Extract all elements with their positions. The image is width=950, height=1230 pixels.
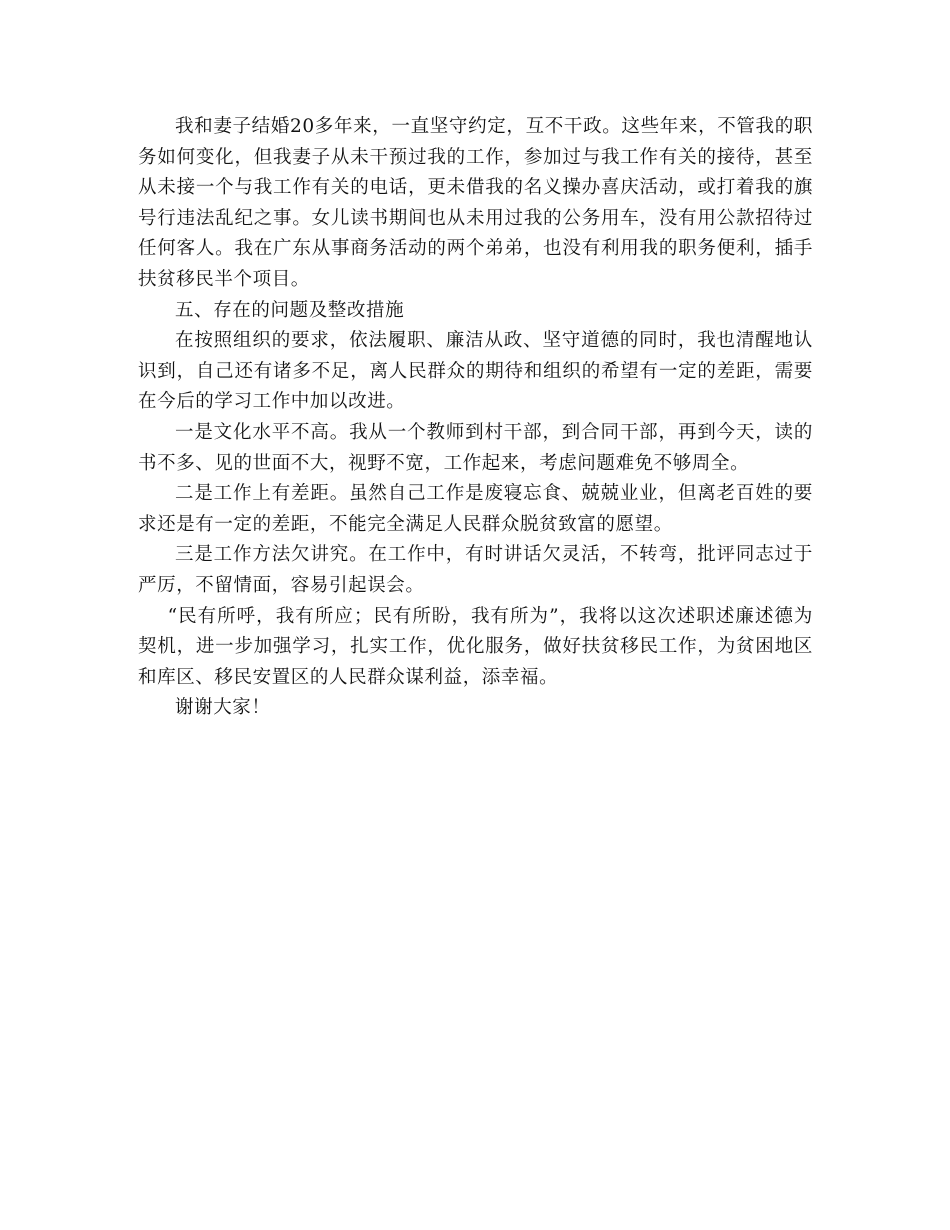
paragraph-family-integrity: 我和妻子结婚20多年来，一直坚守约定，互不干政。这些年来，不管我的职务如何变化，但我妻子从未干预过我的工作，参加过与我工作有关的接待，甚至从未接一个与我工作有关的电话，更未借我的名义操办喜庆活动，或打着我的旗号行违法乱纪之事。女儿读书期间也从未用过我的公务用车，没有用公款招待过任何客人。我在广东从事商务活动的两个弟弟，也没有利用我的职务便利，插手扶贫移民半个项目。 xyxy=(138,116,813,290)
paragraph-point-three: 三是工作方法欠讲究。在工作中，有时讲话欠灵活，不转弯，批评同志过于严厉，不留情面，容易引起误会。 xyxy=(138,544,813,596)
paragraph-point-two: 二是工作上有差距。虽然自己工作是废寝忘食、兢兢业业，但离老百姓的要求还是有一定的差距，不能完全满足人民群众脱贫致富的愿望。 xyxy=(138,483,813,535)
document-body xyxy=(138,112,813,724)
paragraph-point-one: 一是文化水平不高。我从一个教师到村干部，到合同干部，再到今天，读的书不多、见的世面不大，视野不宽，工作起来，考虑问题难免不够周全。 xyxy=(138,421,813,474)
section-heading-problems: 五、存在的问题及整改措施 xyxy=(175,299,405,321)
paragraph-closing-pledge: “民有所呼，我有所应；民有所盼，我有所为”，我将以这次述职述廉述德为契机，进一步加强学习，扎实工作，优化服务，做好扶贫移民工作，为贫困地区和库区、移民安置区的人民群众谋利益，添幸福。 xyxy=(138,605,813,688)
paragraph-thanks: 谢谢大家！ xyxy=(175,697,271,719)
paragraph-self-reflection: 在按照组织的要求，依法履职、廉洁从政、坚守道德的同时，我也清醒地认识到，自己还有诸多不足，离人民群众的期待和组织的希望有一定的差距，需要在今后的学习工作中加以改进。 xyxy=(138,330,813,413)
